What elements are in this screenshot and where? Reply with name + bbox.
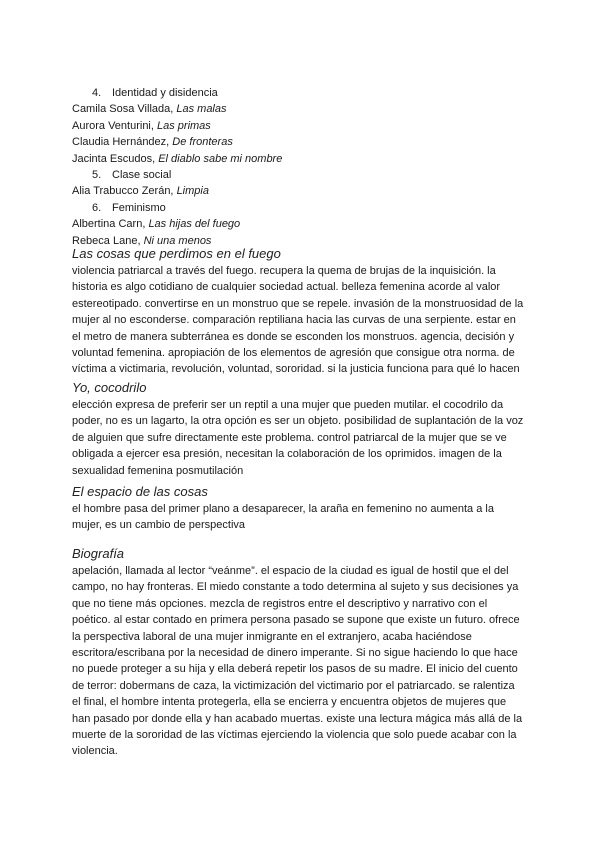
text-line: el metro de manera subterránea es donde se esconden los monstruos. agencia, decisión y [72, 330, 515, 343]
text-line: de alguien que sufre directamente este problema. control patriarcal de la mujer que se ve [72, 431, 507, 444]
text-line: violencia. [72, 745, 118, 758]
section-body [72, 501, 532, 534]
text-line: muerte de la sororidad de las víctimas ejerciendo la violencia que solo puede acabar con la [72, 729, 517, 742]
text-line: que no tiene más opciones. mezcla de registros entre el descriptivo y narrativo con el [72, 597, 488, 610]
entry-author: Albertina Carn, [72, 218, 149, 231]
list-entry [72, 183, 532, 199]
reading-list [72, 85, 532, 249]
list-entry [72, 134, 532, 150]
text-line: el final, el hombre intenta protegerla, ella se encierra y encuentra objetos de mujeres que [72, 696, 507, 709]
section-heading: El espacio de las cosas [72, 484, 208, 499]
section-heading: Las cosas que perdimos en el fuego [72, 246, 281, 261]
section-yo-cocodrilo [72, 380, 532, 479]
text-line: víctima a victimaria, revolución, voluntad, sororidad. si la justicia funciona para qué lo hacen [72, 363, 520, 376]
entry-author: Rebeca Lane, [72, 234, 144, 247]
text-line: mujer, es un cambio de perspectiva [72, 519, 246, 532]
text-line: voluntad femenina. apropiación de los elementos de agresión que consigue otra norma. de [72, 347, 515, 360]
section-heading: Yo, cocodrilo [72, 380, 147, 395]
text-line: de terror: dobermans de caza, la victimización del victimario por el patriarcado. se ralentiza [72, 679, 515, 692]
entry-author: Claudia Hernández, [72, 136, 173, 149]
list-heading [72, 167, 532, 183]
section-body [72, 397, 532, 479]
list-entry [72, 101, 532, 117]
text-line: la perspectiva laboral de una mujer inmigrante en el extranjero, acaba haciéndose [72, 630, 472, 643]
text-line: no puede proteger a su hija y ella deberá repetir los pasos de su madre. El inicio del cuento [72, 663, 518, 676]
text-line: campo, no hay fronteras. El miedo constante a todo determina al sujeto y sus decisiones ya [72, 581, 519, 594]
entry-author: Camila Sosa Villada, [72, 103, 177, 116]
entry-title: Limpia [176, 185, 209, 198]
section-espacio-cosas [72, 484, 532, 534]
list-number: 6. [92, 201, 102, 214]
entry-title: Ni una menos [143, 234, 212, 247]
entry-title: Las hijas del fuego [148, 218, 241, 231]
list-number: 4. [92, 87, 102, 99]
section-body [72, 563, 532, 760]
entry-author: Jacinta Escudos, [72, 152, 159, 165]
section-heading: Biografía [72, 546, 125, 561]
text-line: elección expresa de preferir ser un reptil a una mujer que pueden mutilar. el cocodrilo da [72, 399, 504, 411]
list-entry [72, 118, 532, 134]
text-line: han pasado por donde ella y han acabado muertas. existe una lectura mágica más allá de la [72, 712, 523, 725]
entry-title: El diablo sabe mi nombre [158, 152, 283, 165]
list-heading-label: Clase social [112, 169, 172, 182]
entry-title: De fronteras [172, 136, 233, 149]
section-body [72, 263, 532, 378]
text-line: violencia patriarcal a través del fuego. recupera la quema de brujas de la inquisición. la [72, 265, 496, 277]
list-entry [72, 151, 532, 167]
list-heading-label: Feminismo [112, 201, 166, 214]
text-line: sexualidad femenina posmutilación [72, 464, 244, 477]
text-line: obligada a ejercer esa presión, necesitan la colaboración de los oprimidos. imagen de la [72, 448, 502, 461]
text-line: historia es algo cotidiano de cualquier sociedad actual. belleza femenina acorde al valor [72, 281, 501, 294]
section-las-cosas [72, 246, 532, 378]
list-heading [72, 85, 532, 101]
list-number: 5. [92, 169, 102, 182]
text-line: escritora/escribana por la necesidad de dinero imperante. Si no sigue haciendo lo que hace [72, 647, 518, 660]
list-heading-label: Identidad y disidencia [112, 87, 218, 99]
text-line: estereotipado. convertirse en un monstruo que se repele. invasión de la monstruosidad de la [72, 297, 524, 310]
entry-author: Aurora Venturini, [72, 119, 157, 132]
entry-author: Alia Trabucco Zerán, [72, 185, 177, 198]
text-line: poético. al estar contado en primera persona pasado se supone que existe un futuro. ofrece [72, 614, 520, 627]
list-entry [72, 216, 532, 232]
list-heading [72, 200, 532, 216]
text-line: mujer al no esconderse. comparación reptiliana hacia las curvas de una serpiente. estar en [72, 314, 516, 327]
text-line: poder, no es un lagarto, la otra opción es ser un objeto. posibilidad de suplantación de la voz [72, 415, 524, 428]
text-line: el hombre pasa del primer plano a desaparecer, la araña en femenino no aumenta a la [72, 503, 494, 515]
entry-title: Las malas [176, 103, 227, 116]
text-line: apelación, llamada al lector “veánme”. el espacio de la ciudad es igual de hostil que el del [72, 565, 509, 577]
section-biografia [72, 546, 532, 760]
entry-title: Las primas [157, 119, 211, 132]
